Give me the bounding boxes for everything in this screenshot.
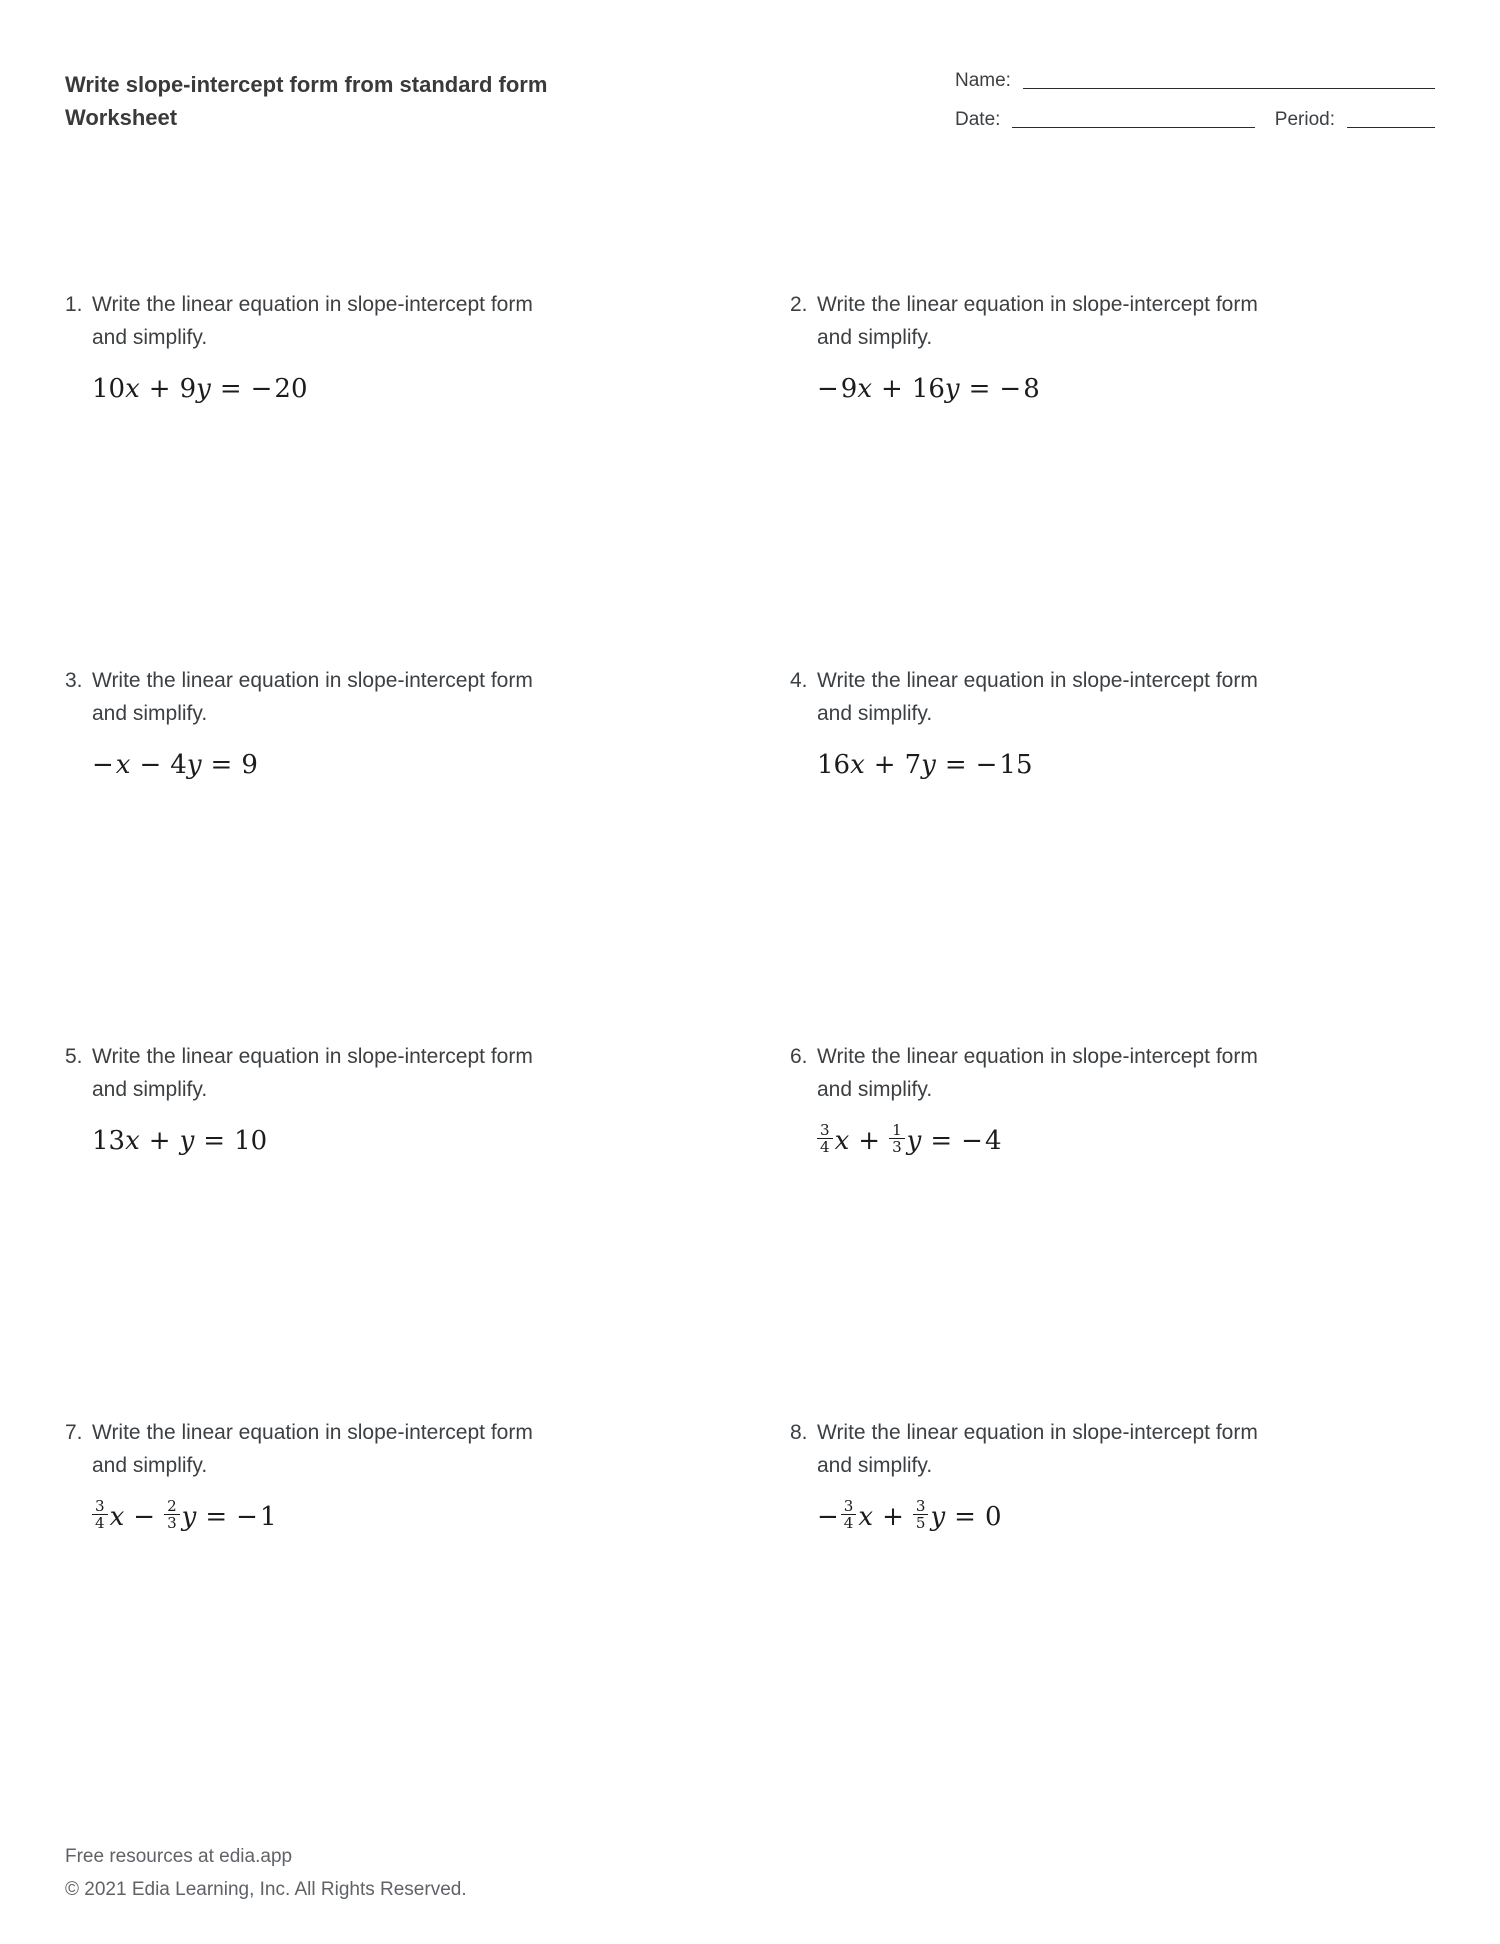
- equation-token: 10: [92, 373, 126, 404]
- problem: [790, 664, 1435, 1040]
- equation-token: x: [850, 749, 865, 780]
- equation-token: +: [873, 749, 896, 780]
- problem: [790, 1416, 1435, 1792]
- equation-token: −: [133, 1501, 156, 1532]
- fraction: $\frac{3}{4}$: [817, 1122, 833, 1156]
- problem: [65, 1040, 790, 1416]
- problem-prompt-line2: and simplify.: [817, 1454, 933, 1478]
- equation-token: y: [944, 373, 960, 404]
- problem-number: 6.: [790, 1044, 808, 1068]
- problem-body: [817, 1040, 1435, 1161]
- problem-number: 2.: [790, 292, 808, 316]
- problem-prompt-line2: and simplify.: [817, 702, 933, 726]
- equation-token: y: [930, 1501, 946, 1532]
- fraction: $\frac{3}{4}$: [92, 1498, 108, 1532]
- problem-equation: [92, 745, 790, 785]
- equation-token: 4: [984, 1125, 1002, 1156]
- problem-body: [92, 288, 790, 409]
- problem-body: [817, 288, 1435, 409]
- equation-token: y: [186, 749, 202, 780]
- problem-equation: [817, 369, 1435, 409]
- problem-equation: [817, 1497, 1435, 1537]
- equation-token: =: [954, 1501, 976, 1532]
- page-footer: [65, 1841, 467, 1906]
- equation-token: −: [975, 749, 998, 780]
- problem-prompt-line2: and simplify.: [92, 326, 208, 350]
- equation-token: +: [881, 373, 903, 404]
- equation-token: 4: [170, 749, 187, 780]
- problem-prompt-line1: Write the linear equation in slope-intercept form: [817, 292, 1258, 316]
- problem-number: 8.: [790, 1420, 808, 1444]
- equation-token: =: [968, 373, 991, 404]
- problem-prompt-line1: Write the linear equation in slope-intercept form: [817, 1044, 1258, 1068]
- problem-equation: [92, 369, 790, 409]
- problem-body: [92, 664, 790, 785]
- problem-number: 3.: [65, 668, 83, 692]
- fraction: $\frac{3}{4}$: [841, 1498, 857, 1532]
- equation-token: x: [115, 749, 131, 780]
- equation-token: −: [961, 1125, 983, 1156]
- equation-token: 1: [259, 1501, 277, 1532]
- name-field-row: [955, 70, 1435, 93]
- fraction: $\frac{3}{5}$: [913, 1498, 929, 1532]
- date-period-field-row: [955, 109, 1435, 132]
- equation-token: =: [930, 1125, 953, 1156]
- problem-prompt-line2: and simplify.: [92, 702, 208, 726]
- equation-token: −: [236, 1501, 258, 1532]
- problem-prompt-line2: and simplify.: [817, 1078, 933, 1102]
- equation-token: y: [179, 1125, 195, 1156]
- problem-number: 5.: [65, 1044, 83, 1068]
- problem-equation: [817, 745, 1435, 785]
- equation-token: 9: [179, 373, 197, 404]
- equation-token: x: [125, 1125, 140, 1156]
- name-label: Name:: [955, 70, 1011, 91]
- date-blank-line: [1012, 127, 1254, 128]
- equation-token: 10: [234, 1125, 268, 1156]
- problem-prompt-line1: Write the linear equation in slope-intercept form: [92, 292, 533, 316]
- problem-body: [92, 1040, 790, 1161]
- problem-equation: [92, 1497, 790, 1537]
- equation-token: 16: [817, 749, 851, 780]
- equation-token: y: [921, 749, 936, 780]
- equation-token: y: [196, 373, 211, 404]
- equation-token: −: [139, 749, 162, 780]
- equation-token: =: [203, 1125, 226, 1156]
- problem-prompt-line2: and simplify.: [817, 326, 933, 350]
- problem: [65, 1416, 790, 1792]
- equation-token: 8: [1023, 373, 1040, 404]
- problem-prompt-line1: Write the linear equation in slope-intercept form: [92, 1420, 533, 1444]
- worksheet-title-line1: Write slope-intercept form from standard form: [65, 72, 548, 97]
- problem: [790, 1040, 1435, 1416]
- problem: [65, 664, 790, 1040]
- period-blank-line: [1347, 127, 1435, 128]
- student-fields: [955, 68, 1435, 148]
- equation-token: x: [858, 1501, 874, 1532]
- problems-grid: [65, 288, 1435, 1792]
- problem-equation: [817, 1121, 1435, 1161]
- fraction: $\frac{1}{3}$: [889, 1122, 905, 1156]
- fraction: $\frac{2}{3}$: [164, 1498, 180, 1532]
- equation-token: −: [999, 373, 1022, 404]
- problem-body: [92, 1416, 790, 1537]
- equation-token: −: [817, 373, 839, 404]
- name-blank-line: [1023, 88, 1435, 89]
- equation-token: =: [210, 749, 233, 780]
- equation-token: 9: [840, 373, 858, 404]
- equation-token: 9: [241, 749, 258, 780]
- problem-prompt-line1: Write the linear equation in slope-intercept form: [817, 668, 1258, 692]
- problem-prompt-line2: and simplify.: [92, 1078, 208, 1102]
- equation-token: −: [92, 749, 114, 780]
- period-label: Period:: [1274, 108, 1335, 130]
- problem: [790, 288, 1435, 664]
- equation-token: 16: [911, 373, 945, 404]
- problem-body: [817, 1416, 1435, 1537]
- worksheet-title: [65, 68, 547, 134]
- equation-token: 20: [274, 373, 308, 404]
- equation-token: −: [250, 373, 273, 404]
- equation-token: =: [205, 1501, 228, 1532]
- equation-token: +: [148, 1125, 171, 1156]
- problem-prompt-line1: Write the linear equation in slope-intercept form: [92, 1044, 533, 1068]
- problem-body: [817, 664, 1435, 785]
- worksheet-title-line2: Worksheet: [65, 105, 178, 130]
- equation-token: 7: [904, 749, 922, 780]
- equation-token: y: [181, 1501, 197, 1532]
- equation-token: +: [148, 373, 171, 404]
- equation-token: −: [817, 1501, 839, 1532]
- equation-token: x: [125, 373, 140, 404]
- problem-prompt-line1: Write the linear equation in slope-intercept form: [92, 668, 533, 692]
- problem-prompt-line2: and simplify.: [92, 1454, 208, 1478]
- worksheet-header: [65, 68, 1435, 148]
- problem-prompt-line1: Write the linear equation in slope-intercept form: [817, 1420, 1258, 1444]
- problem-equation: [92, 1121, 790, 1161]
- equation-token: +: [858, 1125, 881, 1156]
- date-label: Date:: [955, 108, 1001, 130]
- equation-token: 13: [92, 1125, 126, 1156]
- equation-token: +: [882, 1501, 904, 1532]
- problem-number: 1.: [65, 292, 83, 316]
- equation-token: y: [906, 1125, 922, 1156]
- equation-token: x: [834, 1125, 850, 1156]
- footer-copyright-line: © 2021 Edia Learning, Inc. All Rights Reserved.: [65, 1878, 467, 1900]
- equation-token: x: [109, 1501, 125, 1532]
- equation-token: x: [857, 373, 873, 404]
- footer-resources-line: Free resources at edia.app: [65, 1846, 293, 1868]
- equation-token: =: [944, 749, 967, 780]
- problem-number: 4.: [790, 668, 808, 692]
- problem-number: 7.: [65, 1420, 83, 1444]
- problem: [65, 288, 790, 664]
- equation-token: =: [219, 373, 242, 404]
- equation-token: 15: [999, 749, 1033, 780]
- equation-token: 0: [984, 1501, 1002, 1532]
